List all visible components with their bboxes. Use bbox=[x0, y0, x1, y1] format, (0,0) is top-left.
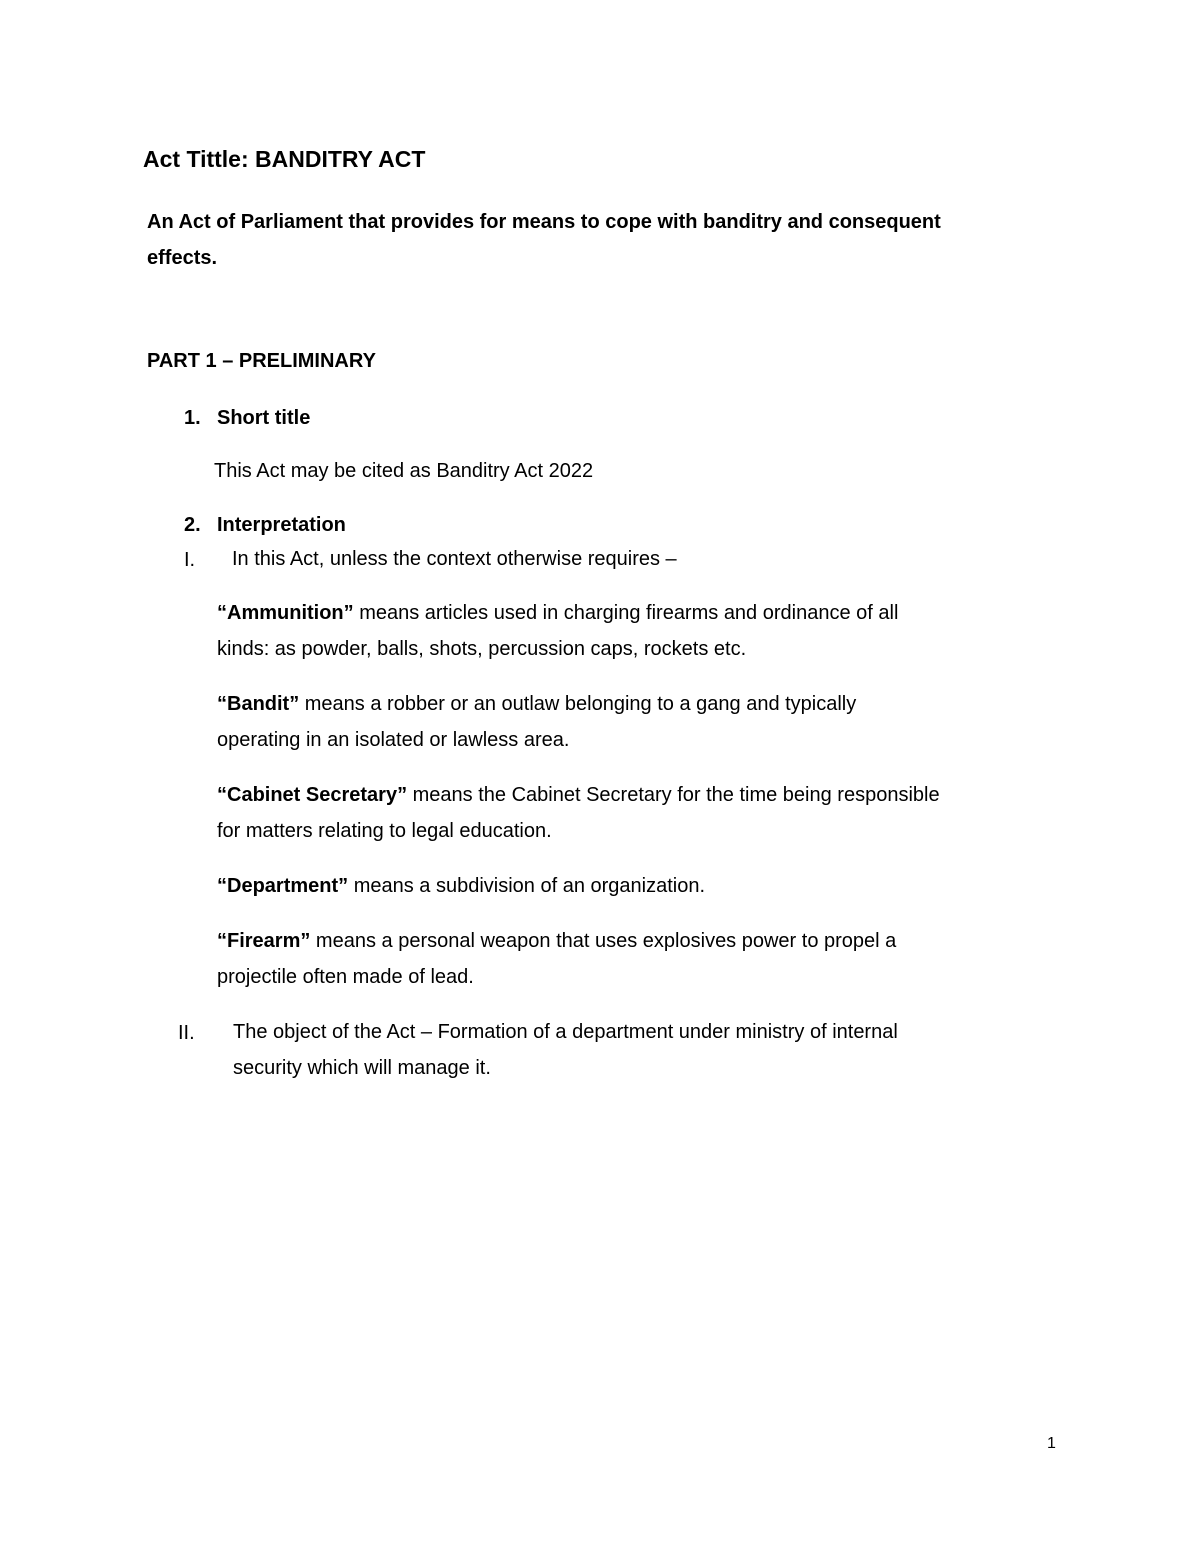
definition-term: “Cabinet Secretary” bbox=[217, 784, 408, 806]
clause-1-numeral: I. bbox=[184, 549, 196, 571]
definition-text: means articles used in charging firearms and ordinance of all bbox=[353, 602, 899, 624]
section-1-title: Short title bbox=[217, 407, 311, 429]
definition-continuation: projectile often made of lead. bbox=[217, 966, 474, 988]
definition-line bbox=[217, 923, 896, 959]
definition-cabinet-secretary bbox=[217, 777, 940, 849]
part-heading: PART 1 – PRELIMINARY bbox=[147, 350, 376, 372]
long-title-line-1: An Act of Parliament that provides for means to cope with banditry and consequent bbox=[147, 211, 941, 233]
section-1-number: 1. bbox=[184, 407, 201, 429]
act-title: Act Tittle: BANDITRY ACT bbox=[143, 146, 426, 172]
definition-bandit bbox=[217, 686, 856, 758]
definition-department bbox=[217, 868, 705, 904]
definition-continuation: for matters relating to legal education. bbox=[217, 820, 552, 842]
section-1-text: This Act may be cited as Banditry Act 2022 bbox=[214, 460, 594, 482]
definition-text: means a robber or an outlaw belonging to a gang and typically bbox=[299, 693, 857, 715]
clause-2-text bbox=[233, 1014, 898, 1086]
definition-text: means a subdivision of an organization. bbox=[348, 875, 706, 897]
definition-line bbox=[217, 686, 856, 722]
definition-line bbox=[217, 595, 898, 631]
definition-term: “Department” bbox=[217, 875, 349, 897]
definition-continuation: kinds: as powder, balls, shots, percussion caps, rockets etc. bbox=[217, 638, 747, 660]
page-number: 1 bbox=[1047, 1435, 1056, 1452]
section-2-number: 2. bbox=[184, 514, 201, 536]
definition-line bbox=[217, 777, 940, 813]
definition-term: “Bandit” bbox=[217, 693, 300, 715]
clause-2-line-2: security which will manage it. bbox=[233, 1057, 491, 1079]
definition-continuation: operating in an isolated or lawless area. bbox=[217, 729, 570, 751]
clause-1-text: In this Act, unless the context otherwise requires – bbox=[232, 548, 677, 570]
definition-line bbox=[217, 868, 705, 904]
section-2-title: Interpretation bbox=[217, 514, 346, 536]
definition-firearm bbox=[217, 923, 896, 995]
clause-2-line-1: The object of the Act – Formation of a department under ministry of internal bbox=[233, 1021, 898, 1043]
definition-ammunition bbox=[217, 595, 898, 667]
long-title-line-2: effects. bbox=[147, 247, 218, 269]
definition-term: “Firearm” bbox=[217, 930, 311, 952]
definition-text: means the Cabinet Secretary for the time being responsible bbox=[407, 784, 940, 806]
long-title bbox=[147, 204, 941, 276]
definition-term: “Ammunition” bbox=[217, 602, 354, 624]
clause-2-numeral: II. bbox=[178, 1022, 195, 1044]
definition-text: means a personal weapon that uses explosives power to propel a bbox=[310, 930, 897, 952]
